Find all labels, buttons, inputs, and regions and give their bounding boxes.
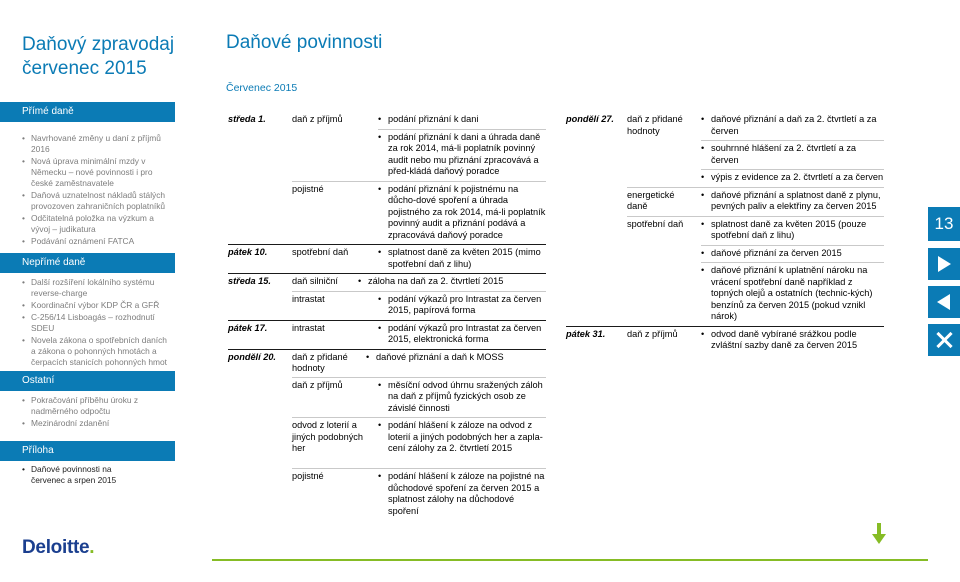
obligation-item: • podání přiznání k dani xyxy=(378,114,479,124)
table-row xyxy=(228,350,546,521)
obligation-item: • podání výkazů pro Intrastat za červen 2015, papírová forma xyxy=(378,293,542,315)
tax-type: daň z příjmů xyxy=(292,114,343,124)
sidebar xyxy=(0,0,175,582)
close-button[interactable] xyxy=(928,324,960,356)
table-row xyxy=(566,112,884,327)
obligation-item: • podání hlášení k záloze na pojistné na důchodové spoření za červen 2015 a splatnost zálohy na důchodové spoření xyxy=(378,471,545,516)
table-row xyxy=(228,245,546,274)
tax-type: pojistné xyxy=(292,471,324,481)
page-title: Daňové povinnosti xyxy=(226,32,383,53)
tax-group xyxy=(292,112,546,181)
tax-group xyxy=(292,417,546,468)
obligation-item: • záloha na daň za 2. čtvrtletí 2015 xyxy=(358,276,504,286)
tax-type: daň z příjmů xyxy=(292,379,343,390)
section-indirect-taxes[interactable]: Nepřímé daně xyxy=(0,253,175,273)
tax-type: pojistné xyxy=(292,183,324,194)
tax-group xyxy=(292,350,546,377)
row-date: středa 15. xyxy=(228,276,271,286)
obligation-item: • podání přiznání k dani a úhrada daně za rok 2014, má-li poplatník povinný audit nebo mu přiznání zpracovává a před-kládá daňový poradce xyxy=(378,129,546,181)
obligation-item: • daňové přiznání a splatnost daně z plynu, pevných paliv a elektřiny za červen 2015 xyxy=(701,189,881,211)
deloitte-logo: Deloitte. xyxy=(22,537,95,558)
sidebar-link[interactable]: • Odčitatelná položka na výzkum a vývoj – judikatura xyxy=(22,213,154,234)
tax-type: spotřební daň xyxy=(292,247,349,257)
arrow-right-icon xyxy=(938,256,951,272)
tax-group xyxy=(627,327,884,355)
sidebar-link-active[interactable]: • Daňové povinnosti na červenec a srpen 2015 xyxy=(22,464,117,485)
arrow-left-icon xyxy=(937,294,950,310)
newsletter-title-line2: červenec 2015 xyxy=(22,58,147,79)
sidebar-link[interactable]: • Navrhované změny u daní z příjmů 2016 xyxy=(22,133,161,154)
close-icon xyxy=(936,331,952,349)
sidebar-link[interactable]: • Další rozšíření lokálního systému reverse-charge xyxy=(22,277,155,298)
section-direct-taxes-list xyxy=(22,133,172,248)
table-row xyxy=(228,321,546,350)
tax-group xyxy=(627,112,884,187)
obligations-table-right xyxy=(566,112,884,355)
row-date: pátek 17. xyxy=(228,322,268,333)
tax-type: energetické daně xyxy=(627,189,675,211)
row-date: pátek 10. xyxy=(228,247,268,257)
arrow-down-icon[interactable] xyxy=(872,523,886,545)
previous-page-button[interactable] xyxy=(928,286,960,318)
sidebar-link[interactable]: • Mezinárodní zdanění xyxy=(22,418,110,428)
tax-type: daň z příjmů xyxy=(627,328,678,339)
page-number: 13 xyxy=(928,207,960,241)
tax-group xyxy=(627,187,884,216)
tax-type: spotřební daň xyxy=(627,218,684,229)
sidebar-link[interactable]: • Novela zákona o spotřebních daních a zákona o pohonných hmotách a čerpacích stanicích pohonných hmot xyxy=(22,335,167,367)
tax-group xyxy=(292,468,546,520)
row-date: pondělí 27. xyxy=(566,114,614,124)
obligation-item: • daňové přiznání k uplatnění nároku na vrácení spotřební daně například z topných olejů a ostatních (technic-kých) benzínů za červen 2015 (pokud vznikl nárok) xyxy=(701,262,884,326)
tax-group xyxy=(627,216,884,326)
tax-group xyxy=(292,181,546,245)
obligation-item: • podání hlášení k záloze na odvod z loterií a jiných podobných her a zapla-cení zálohy za 2. čtvrtletí 2015 xyxy=(378,420,543,453)
obligation-item: • výpis z evidence za 2. čtvrtletí a za červen xyxy=(701,169,884,187)
obligation-item: • splatnost daně za květen 2015 (mimo spotřební daň z lihu) xyxy=(378,247,541,269)
row-date: středa 1. xyxy=(228,114,266,124)
section-other-list xyxy=(22,395,172,430)
tax-type: odvod z loterií a jiných podobných her xyxy=(292,420,363,453)
tax-type: daň z přidané hodnoty xyxy=(627,114,683,136)
sidebar-link[interactable]: • Daňová uznatelnost nákladů stálých provozoven zahraničních poplatníků xyxy=(22,190,166,211)
sidebar-link[interactable]: • Koordinační výbor KDP ČR a GFŘ xyxy=(22,300,160,310)
next-page-button[interactable] xyxy=(928,248,960,280)
sidebar-link[interactable]: • Nová úprava minimální mzdy v Německu – nové povinnosti i pro české zaměstnavatele xyxy=(22,156,153,188)
tax-type: intrastat xyxy=(292,322,325,333)
obligation-item: • splatnost daně za květen 2015 (pouze spotřební daň z lihu) xyxy=(701,218,867,240)
row-date: pondělí 20. xyxy=(228,351,276,362)
obligation-item: • odvod daně vybírané srážkou podle zvláštní sazby daně za červen 2015 xyxy=(701,328,858,350)
sidebar-link[interactable]: • C-256/14 Lisboagás – rozhodnutí SDEU xyxy=(22,312,155,333)
table-row xyxy=(228,274,546,321)
tax-type: daň silniční xyxy=(292,276,338,286)
obligation-item: • podání výkazů pro Intrastat za červen 2015, elektronická forma xyxy=(378,322,542,344)
tax-group xyxy=(292,377,546,418)
row-date: pátek 31. xyxy=(566,328,606,339)
tax-type: intrastat xyxy=(292,293,325,304)
section-appendix[interactable]: Příloha xyxy=(0,441,175,461)
footer-divider xyxy=(212,559,928,561)
sidebar-link[interactable]: • Podávání oznámení FATCA xyxy=(22,236,135,246)
sidebar-link[interactable]: • Pokračování příběhu úroku z nadměrného odpočtu xyxy=(22,395,139,416)
tax-group xyxy=(292,291,546,320)
newsletter-title[interactable] xyxy=(22,33,177,81)
table-row xyxy=(566,327,884,355)
tax-group xyxy=(292,245,546,273)
section-indirect-taxes-list xyxy=(22,277,172,369)
section-appendix-list xyxy=(22,464,142,487)
obligation-item: • podání přiznání k pojistnému na důcho-dové spoření a úhrada pojistného za rok 2014, má-li poplatník povinný audit a přiznání podává a zpracovává daňový poradce xyxy=(378,183,546,240)
obligation-item: • souhrnné hlášení za 2. čtvrtletí a za červen xyxy=(701,140,884,169)
section-other[interactable]: Ostatní xyxy=(0,371,175,391)
table-row xyxy=(228,112,546,245)
obligation-item: • daňové přiznání a daň za 2. čtvrtletí a za červen xyxy=(701,114,877,136)
page-navigation xyxy=(928,0,960,582)
obligation-item: • daňové přiznání za červen 2015 xyxy=(701,245,884,263)
section-direct-taxes[interactable]: Přímé daně xyxy=(0,102,175,122)
tax-group xyxy=(292,274,546,291)
page-subtitle: Červenec 2015 xyxy=(226,82,298,94)
tax-group xyxy=(292,321,546,349)
obligation-item: • měsíční odvod úhrnu sražených záloh na daň z příjmů fyzických osob ze závislé činnosti xyxy=(378,379,543,413)
obligation-item: • daňové přiznání a daň k MOSS xyxy=(366,351,504,362)
obligations-table-left xyxy=(228,112,546,520)
tax-type: daň z přidané hodnoty xyxy=(292,351,348,373)
newsletter-title-line1: Daňový zpravodaj xyxy=(22,34,175,55)
